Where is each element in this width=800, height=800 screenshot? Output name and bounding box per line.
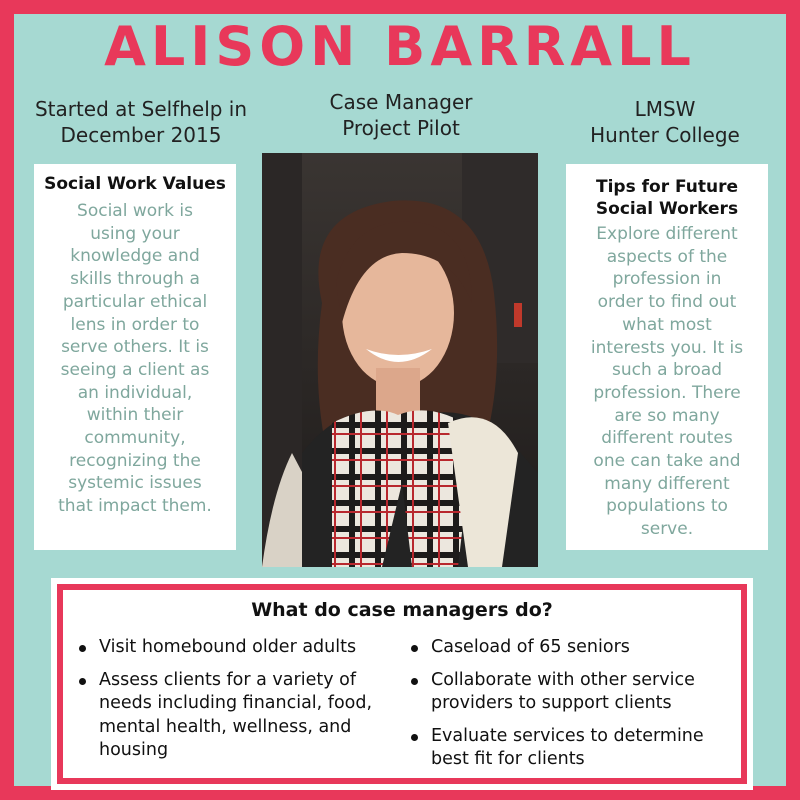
panel-text-line: one can take and — [593, 451, 741, 472]
bullet-dot-icon — [79, 645, 86, 652]
panel-text-line: seeing a client as — [60, 359, 210, 380]
degree-line: LMSW — [634, 97, 696, 121]
panel-text-line: profession. There — [593, 382, 741, 403]
panel-title: Tips for Future — [595, 177, 739, 197]
tips-panel — [566, 164, 768, 550]
panel-text-line: that impact them. — [58, 496, 212, 517]
bullet-dot-icon — [411, 734, 418, 741]
panel-text-line: Social work is — [77, 201, 193, 221]
panel-text-line: using your — [90, 223, 180, 244]
left-bullet-list — [77, 636, 397, 772]
panel-text-line: many different — [604, 473, 730, 494]
portrait-image — [262, 153, 538, 567]
right-bullet-list — [409, 636, 729, 781]
panel-text-line: Explore different — [596, 224, 738, 244]
panel-title: Social Workers — [595, 199, 739, 219]
degree-line: Hunter College — [590, 123, 740, 147]
bullet-text-line: Visit homebound older adults — [99, 637, 357, 657]
role-text — [288, 89, 514, 141]
degree-text — [552, 96, 778, 148]
panel-text-line: knowledge and — [70, 246, 200, 267]
tips-text — [566, 223, 768, 541]
panel-text-line: different routes — [601, 428, 733, 449]
panel-text-line: interests you. It is — [590, 337, 744, 358]
start-date-text — [28, 96, 254, 148]
panel-text-line: systemic issues — [68, 473, 202, 494]
panel-text-line: profession in — [612, 269, 722, 290]
panel-title: Social Work Values — [44, 174, 226, 194]
panel-text-line: aspects of the — [606, 246, 728, 267]
panel-text-line: populations to — [606, 496, 728, 517]
bullet-text-line: Collaborate with other service — [431, 669, 695, 690]
profile-photo — [262, 153, 538, 567]
role-line: Project Pilot — [342, 116, 460, 140]
bullet-text-line: Caseload of 65 seniors — [431, 637, 630, 657]
panel-text-line: within their — [86, 405, 184, 426]
panel-text-line: serve. — [640, 519, 694, 540]
role-line: Case Manager — [329, 90, 473, 114]
case-managers-box — [57, 584, 747, 784]
bullet-item — [77, 669, 397, 763]
bullet-item — [77, 636, 397, 660]
bullet-item — [409, 636, 729, 660]
panel-text-line: particular ethical — [62, 291, 208, 312]
bullet-text-line: housing — [99, 740, 169, 760]
values-text — [34, 200, 236, 518]
panel-text-line: are so many — [614, 405, 720, 426]
start-date-line: Started at Selfhelp in — [34, 97, 248, 121]
panel-text-line: recognizing the — [69, 450, 201, 471]
case-managers-title: What do case managers do? — [251, 599, 553, 621]
bullet-text-line: Evaluate services to determine — [431, 725, 704, 746]
panel-text-line: community, — [84, 428, 186, 449]
bullet-item — [409, 669, 729, 716]
start-date-line: December 2015 — [60, 123, 222, 147]
bullet-item — [409, 725, 729, 772]
bullet-text-line: providers to support clients — [431, 693, 672, 713]
bullet-dot-icon — [79, 678, 86, 685]
bullet-text-line: mental health, wellness, and — [99, 716, 352, 737]
panel-text-line: skills through a — [70, 269, 200, 290]
bullet-dot-icon — [411, 645, 418, 652]
bullet-text-line: Assess clients for a variety of — [99, 669, 356, 690]
bullet-dot-icon — [411, 678, 418, 685]
panel-text-line: what most — [622, 314, 712, 335]
panel-text-line: an individual, — [77, 382, 193, 403]
panel-text-line: lens in order to — [70, 314, 200, 335]
social-work-values-panel — [34, 164, 236, 550]
poster-name: ALISON BARRALL — [104, 15, 696, 78]
panel-text-line: serve others. It is — [61, 337, 209, 358]
panel-text-line: order to find out — [597, 292, 737, 313]
bullet-text-line: best fit for clients — [431, 749, 585, 769]
panel-text-line: such a broad — [612, 360, 722, 381]
bullet-text-line: needs including financial, food, — [99, 693, 373, 713]
